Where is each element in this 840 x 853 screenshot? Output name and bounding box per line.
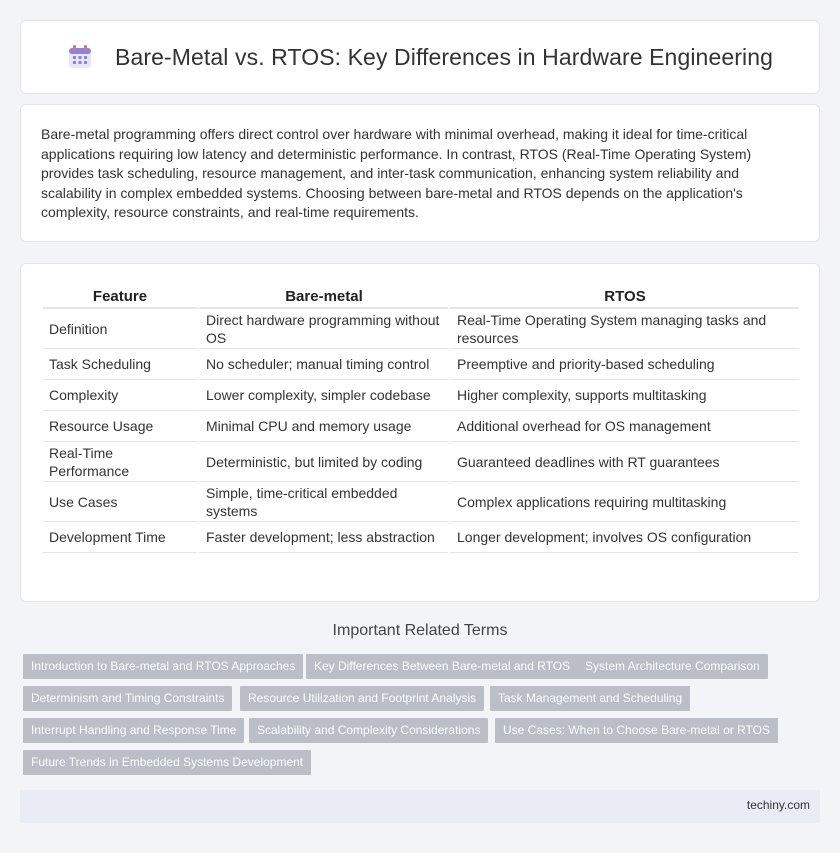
table-cell: Definition bbox=[43, 309, 197, 349]
table-cell: Additional overhead for OS management bbox=[448, 411, 799, 442]
table-cell: Simple, time-critical embedded systems bbox=[197, 482, 448, 522]
header-rtos: RTOS bbox=[448, 284, 799, 309]
related-tag[interactable]: Scalability and Complexity Considerations bbox=[249, 718, 488, 743]
table-cell: Real-Time Performance bbox=[43, 442, 197, 482]
related-tag[interactable]: Determinism and Timing Constraints bbox=[23, 686, 232, 711]
related-tag[interactable]: Future Trends in Embedded Systems Development bbox=[23, 750, 311, 775]
related-tag[interactable]: Use Cases: When to Choose Bare-metal or RTOS bbox=[495, 718, 778, 743]
table-cell: Lower complexity, simpler codebase bbox=[197, 380, 448, 411]
related-tag[interactable]: Task Management and Scheduling bbox=[490, 686, 690, 711]
table-cell: Higher complexity, supports multitasking bbox=[448, 380, 799, 411]
table-cell: Minimal CPU and memory usage bbox=[197, 411, 448, 442]
header-card bbox=[20, 20, 820, 94]
table-cell: Guaranteed deadlines with RT guarantees bbox=[448, 442, 799, 482]
table-cell: Deterministic, but limited by coding bbox=[197, 442, 448, 482]
intro-text: Bare-metal programming offers direct control over hardware with minimal overhead, making it ideal for time-critical applications requiring low latency and deterministic performance. In contrast, RTOS (Real-Time Operating System) provides task scheduling, resource management, and inter-task communication, enhancing system reliability and scalability in complex embedded systems. Choosing between bare-metal and RTOS depends on the application's complexity, resource constraints, and real-time requirements. bbox=[41, 126, 752, 221]
table-cell: Development Time bbox=[43, 522, 197, 553]
table-row bbox=[43, 380, 799, 411]
related-terms-title: Important Related Terms bbox=[332, 622, 508, 639]
table-row bbox=[43, 309, 799, 349]
table-cell: Preemptive and priority-based scheduling bbox=[448, 349, 799, 380]
related-tag[interactable]: System Architecture Comparison bbox=[577, 654, 768, 679]
table-cell: Faster development; less abstraction bbox=[197, 522, 448, 553]
table-cell: Real-Time Operating System managing tasks and resources bbox=[448, 309, 799, 349]
table-row bbox=[43, 349, 799, 380]
calendar-grid-icon bbox=[67, 44, 93, 70]
table-cell: Use Cases bbox=[43, 482, 197, 522]
table-cell: Complexity bbox=[43, 380, 197, 411]
header-bare-metal: Bare-metal bbox=[197, 284, 448, 309]
comparison-table-card bbox=[20, 263, 820, 602]
comparison-table bbox=[43, 284, 799, 553]
table-cell: Longer development; involves OS configuration bbox=[448, 522, 799, 553]
related-tag[interactable]: Introduction to Bare-metal and RTOS Approaches bbox=[23, 654, 303, 679]
table-cell: No scheduler; manual timing control bbox=[197, 349, 448, 380]
page-title: Bare-Metal vs. RTOS: Key Differences in Hardware Engineering bbox=[115, 43, 773, 70]
table-cell: Direct hardware programming without OS bbox=[197, 309, 448, 349]
table-row bbox=[43, 442, 799, 482]
table-cell: Resource Usage bbox=[43, 411, 197, 442]
intro-card bbox=[20, 104, 820, 242]
footer-site[interactable]: techiny.com bbox=[746, 798, 810, 812]
header-feature: Feature bbox=[43, 284, 197, 309]
related-tag[interactable]: Key Differences Between Bare-metal and RTOS bbox=[306, 654, 578, 679]
table-row bbox=[43, 411, 799, 442]
related-tag[interactable]: Resource Utilization and Footprint Analysis bbox=[240, 686, 484, 711]
related-tag[interactable]: Interrupt Handling and Response Time bbox=[23, 718, 244, 743]
footer bbox=[20, 790, 820, 823]
table-cell: Complex applications requiring multitasking bbox=[448, 482, 799, 522]
table-cell: Task Scheduling bbox=[43, 349, 197, 380]
table-row bbox=[43, 482, 799, 522]
table-row bbox=[43, 522, 799, 553]
